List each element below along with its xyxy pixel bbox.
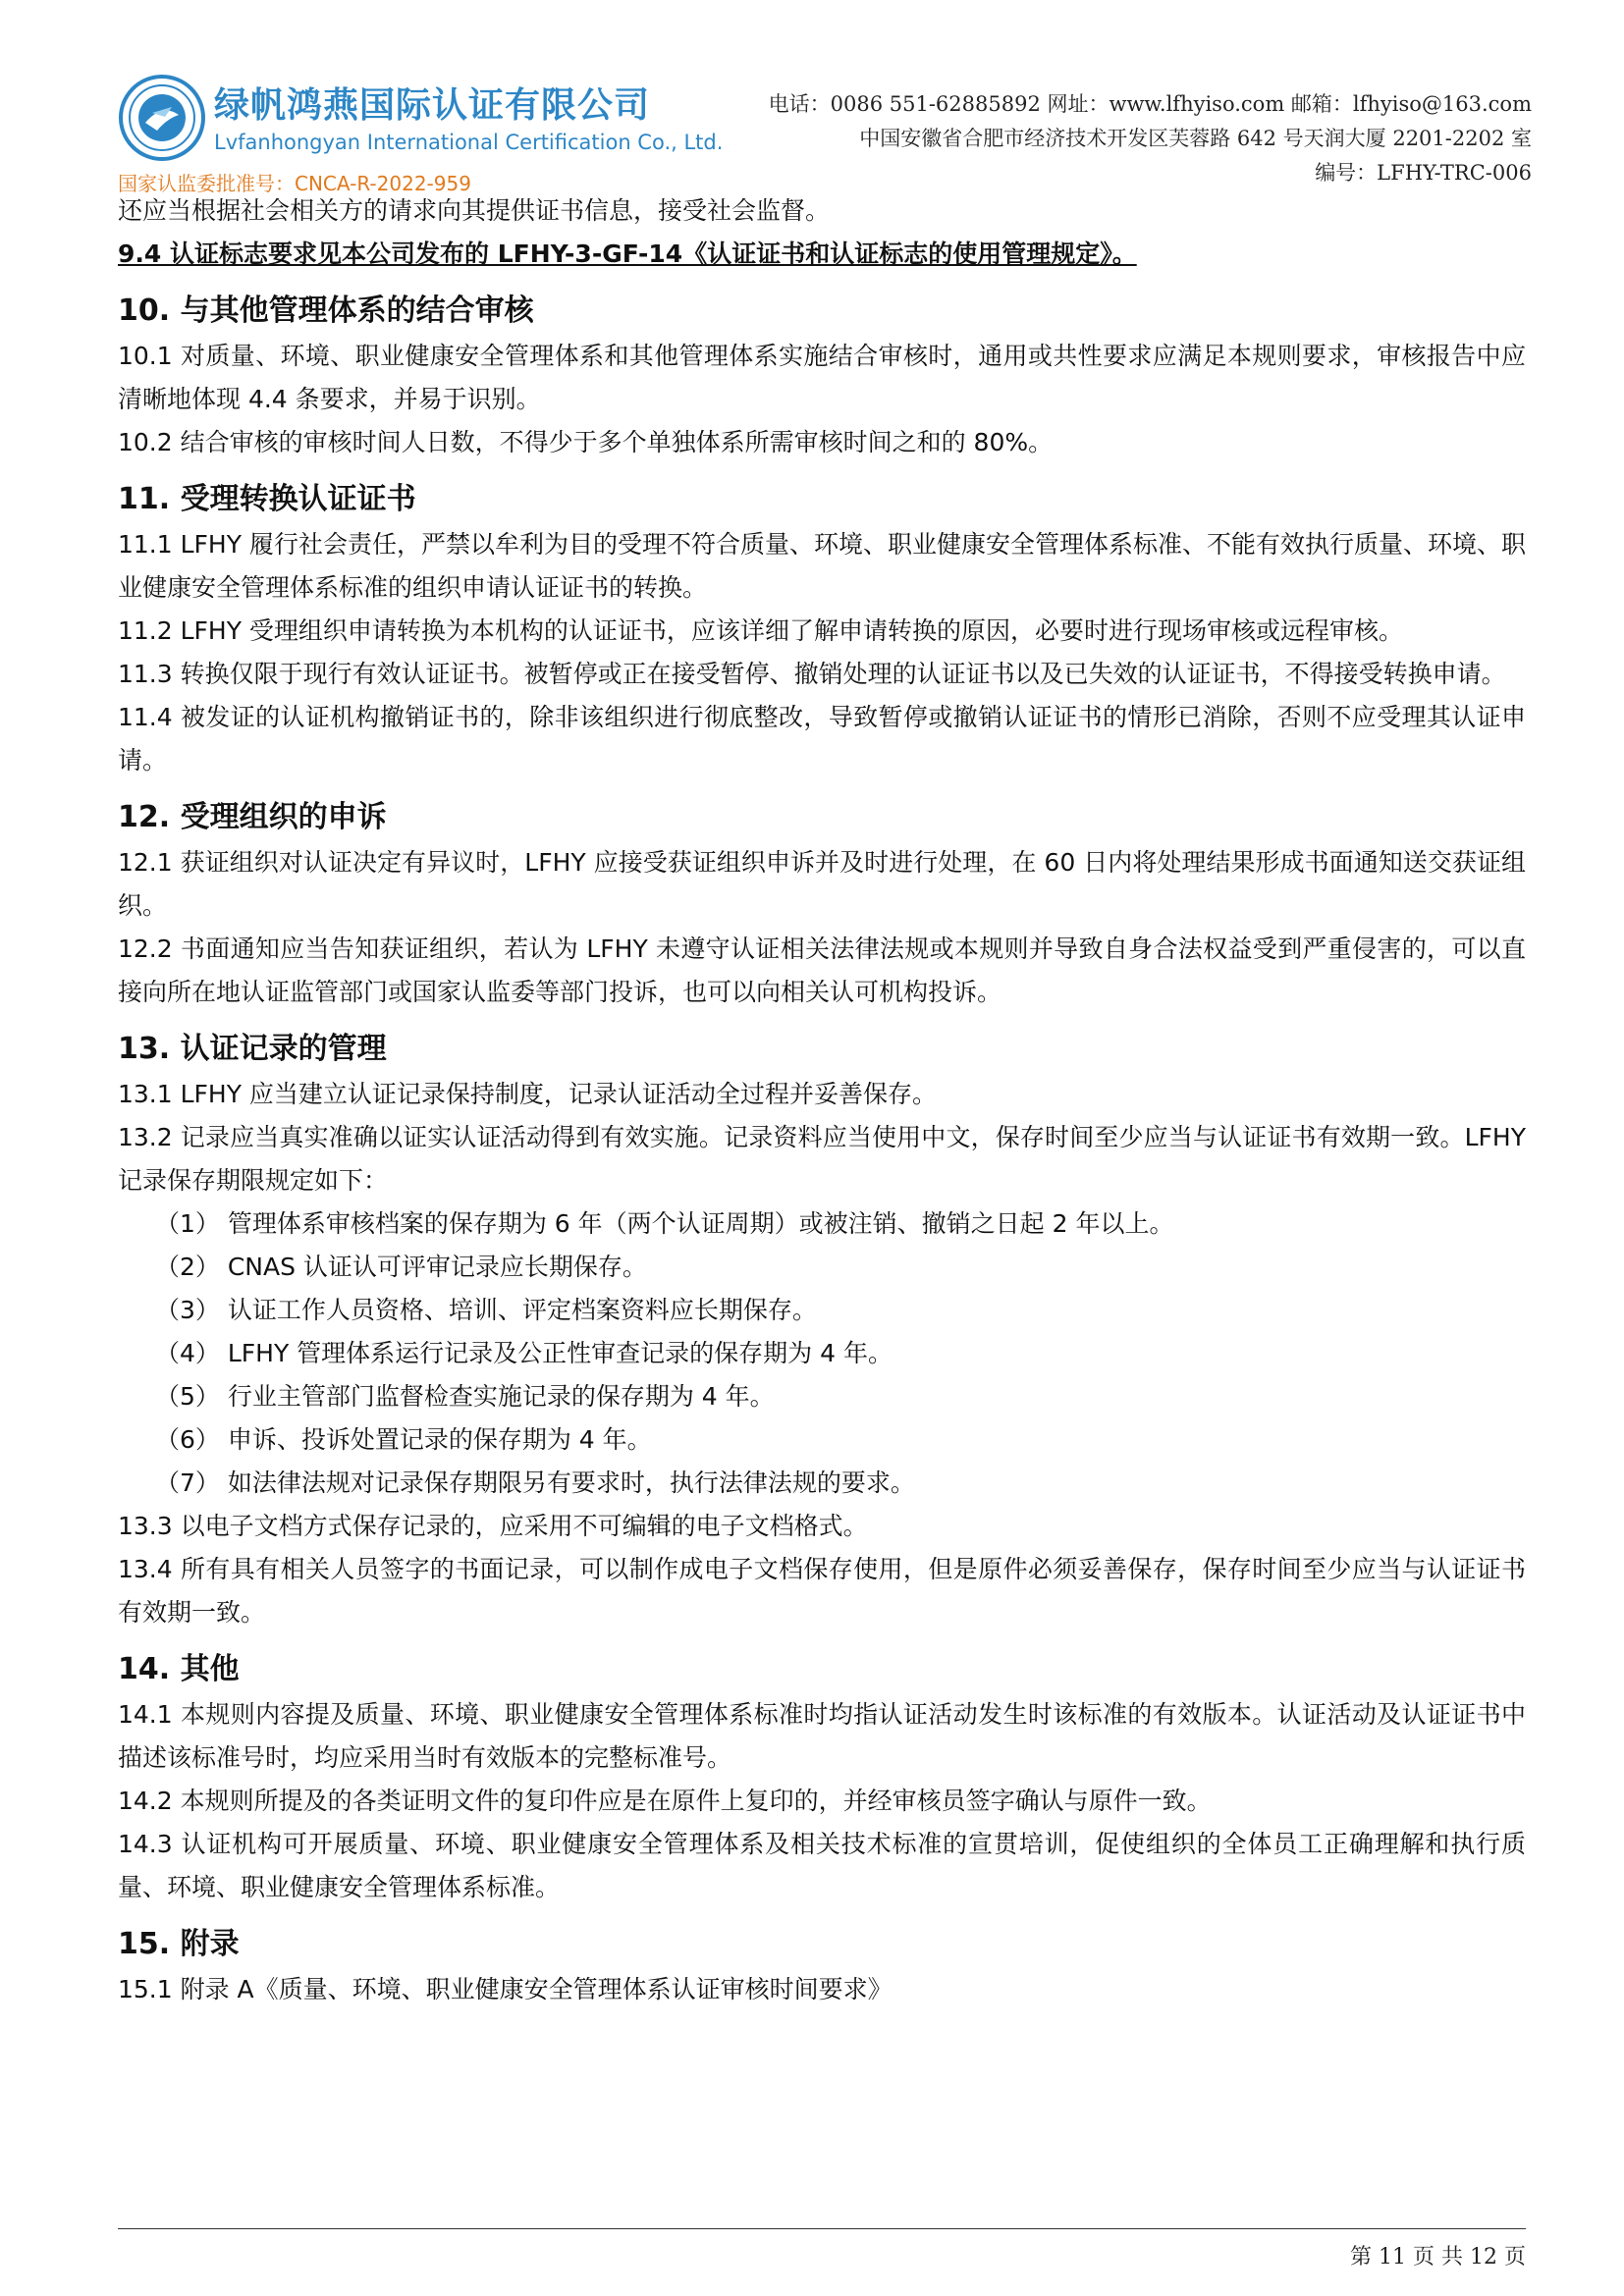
paragraph-14-1: 14.1 本规则内容提及质量、环境、职业健康安全管理体系标准时均指认证活动发生时该标准的有效版本。认证活动及认证证书中描述该标准号时，均应采用当时有效版本的完整标准号。 (118, 1700, 1526, 1772)
document-body (118, 189, 1526, 2011)
page-header (118, 74, 1532, 195)
company-name-cn: 绿帆鸿燕国际认证有限公司 (214, 85, 651, 126)
paragraph-13-2: 13.2 记录应当真实准确以证实认证活动得到有效实施。记录资料应当使用中文，保存时间至少应当与认证证书有效期一致。LFHY 记录保存期限规定如下： (118, 1123, 1526, 1195)
paragraph-13-1: 13.1 LFHY 应当建立认证记录保持制度，记录认证活动全过程并妥善保存。 (118, 1080, 937, 1108)
paragraph-15-1: 15.1 附录 A《质量、环境、职业健康安全管理体系认证审核时间要求》 (118, 1975, 893, 2003)
paragraph-13-4: 13.4 所有具有相关人员签字的书面记录，可以制作成电子文档保存使用，但是原件必须妥善保存，保存时间至少应当与认证证书有效期一致。 (118, 1555, 1526, 1627)
section-heading-12: 12. 受理组织的申诉 (118, 800, 387, 834)
footer-divider (118, 2228, 1526, 2229)
paragraph-12-2: 12.2 书面通知应当告知获证组织，若认为 LFHY 未遵守认证相关法律法规或本规则并导致自身合法权益受到严重侵害的，可以直接向所在地认证监管部门或国家认监委等部门投诉，也可以向相关认可机构投诉。 (118, 934, 1526, 1006)
section-heading-10: 10. 与其他管理体系的结合审核 (118, 294, 534, 328)
paragraph-14-2: 14.2 本规则所提及的各类证明文件的复印件应是在原件上复印的，并经审核员签字确认与原件一致。 (118, 1787, 1212, 1815)
paragraph-11-2: 11.2 LFHY 受理组织申请转换为本机构的认证证书，应该详细了解申请转换的原因，必要时进行现场审核或远程审核。 (118, 616, 1403, 645)
list-item: （4） LFHY 管理体系运行记录及公正性审查记录的保存期为 4 年。 (155, 1339, 893, 1367)
section-heading-15: 15. 附录 (118, 1927, 240, 1961)
paragraph-11-1: 11.1 LFHY 履行社会责任，严禁以牟利为目的受理不符合质量、环境、职业健康安全管理体系标准、不能有效执行质量、环境、职业健康安全管理体系标准的组织申请认证证书的转换。 (118, 530, 1526, 602)
contact-line-1: 电话：0086 551-62885892 网址：www.lfhyiso.com 邮箱：lfhyiso@163.com (768, 92, 1532, 116)
paragraph: 还应当根据社会相关方的请求向其提供证书信息，接受社会监督。 (118, 196, 831, 225)
paragraph-14-3: 14.3 认证机构可开展质量、环境、职业健康安全管理体系及相关技术标准的宣贯培训，促使组织的全体员工正确理解和执行质量、环境、职业健康安全管理体系标准。 (118, 1830, 1526, 1901)
list-item: （1） 管理体系审核档案的保存期为 6 年（两个认证周期）或被注销、撤销之日起 2 年以上。 (155, 1209, 1174, 1238)
list-item: （2） CNAS 认证认可评审记录应长期保存。 (155, 1253, 647, 1281)
section-heading-11: 11. 受理转换认证证书 (118, 482, 416, 516)
list-item: （6） 申诉、投诉处置记录的保存期为 4 年。 (155, 1425, 652, 1454)
contact-info (769, 87, 1532, 190)
approval-number: 国家认监委批准号：CNCA-R-2022-959 (118, 172, 471, 195)
list-item: （5） 行业主管部门监督检查实施记录的保存期为 4 年。 (155, 1382, 775, 1411)
company-name-en: Lvfanhongyan International Certification Co., Ltd. (214, 131, 724, 154)
section-heading-14: 14. 其他 (118, 1652, 240, 1686)
paragraph-11-3: 11.3 转换仅限于现行有效认证证书。被暂停或正在接受暂停、撤销处理的认证证书以及已失效的认证证书，不得接受转换申请。 (118, 660, 1506, 688)
page-number: 第 11 页 共 12 页 (1350, 2245, 1526, 2269)
paragraph-9-4: 9.4 认证标志要求见本公司发布的 LFHY-3-GF-14《认证证书和认证标志的使用管理规定》。 (118, 240, 1137, 268)
contact-address: 中国安徽省合肥市经济技术开发区芙蓉路 642 号天润大厦 2201-2202 室 (859, 127, 1532, 150)
paragraph-12-1: 12.1 获证组织对认证决定有异议时，LFHY 应接受获证组织申诉并及时进行处理，在 60 日内将处理结果形成书面通知送交获证组织。 (118, 848, 1526, 920)
document-number: 编号：LFHY-TRC-006 (1315, 161, 1532, 185)
list-item: （7） 如法律法规对记录保存期限另有要求时，执行法律法规的要求。 (155, 1468, 915, 1497)
paragraph-11-4: 11.4 被发证的认证机构撤销证书的，除非该组织进行彻底整改，导致暂停或撤销认证证书的情形已消除，否则不应受理其认证申请。 (118, 703, 1526, 774)
paragraph-10-1: 10.1 对质量、环境、职业健康安全管理体系和其他管理体系实施结合审核时，通用或共性要求应满足本规则要求，审核报告中应清晰地体现 4.4 条要求，并易于识别。 (118, 342, 1526, 413)
paragraph-10-2: 10.2 结合审核的审核时间人日数，不得少于多个单独体系所需审核时间之和的 80%。 (118, 428, 1054, 456)
paragraph-13-3: 13.3 以电子文档方式保存记录的，应采用不可编辑的电子文档格式。 (118, 1512, 868, 1540)
company-logo-icon (118, 74, 206, 162)
list-item: （3） 认证工作人员资格、培训、评定档案资料应长期保存。 (155, 1296, 817, 1324)
section-heading-13: 13. 认证记录的管理 (118, 1032, 387, 1066)
